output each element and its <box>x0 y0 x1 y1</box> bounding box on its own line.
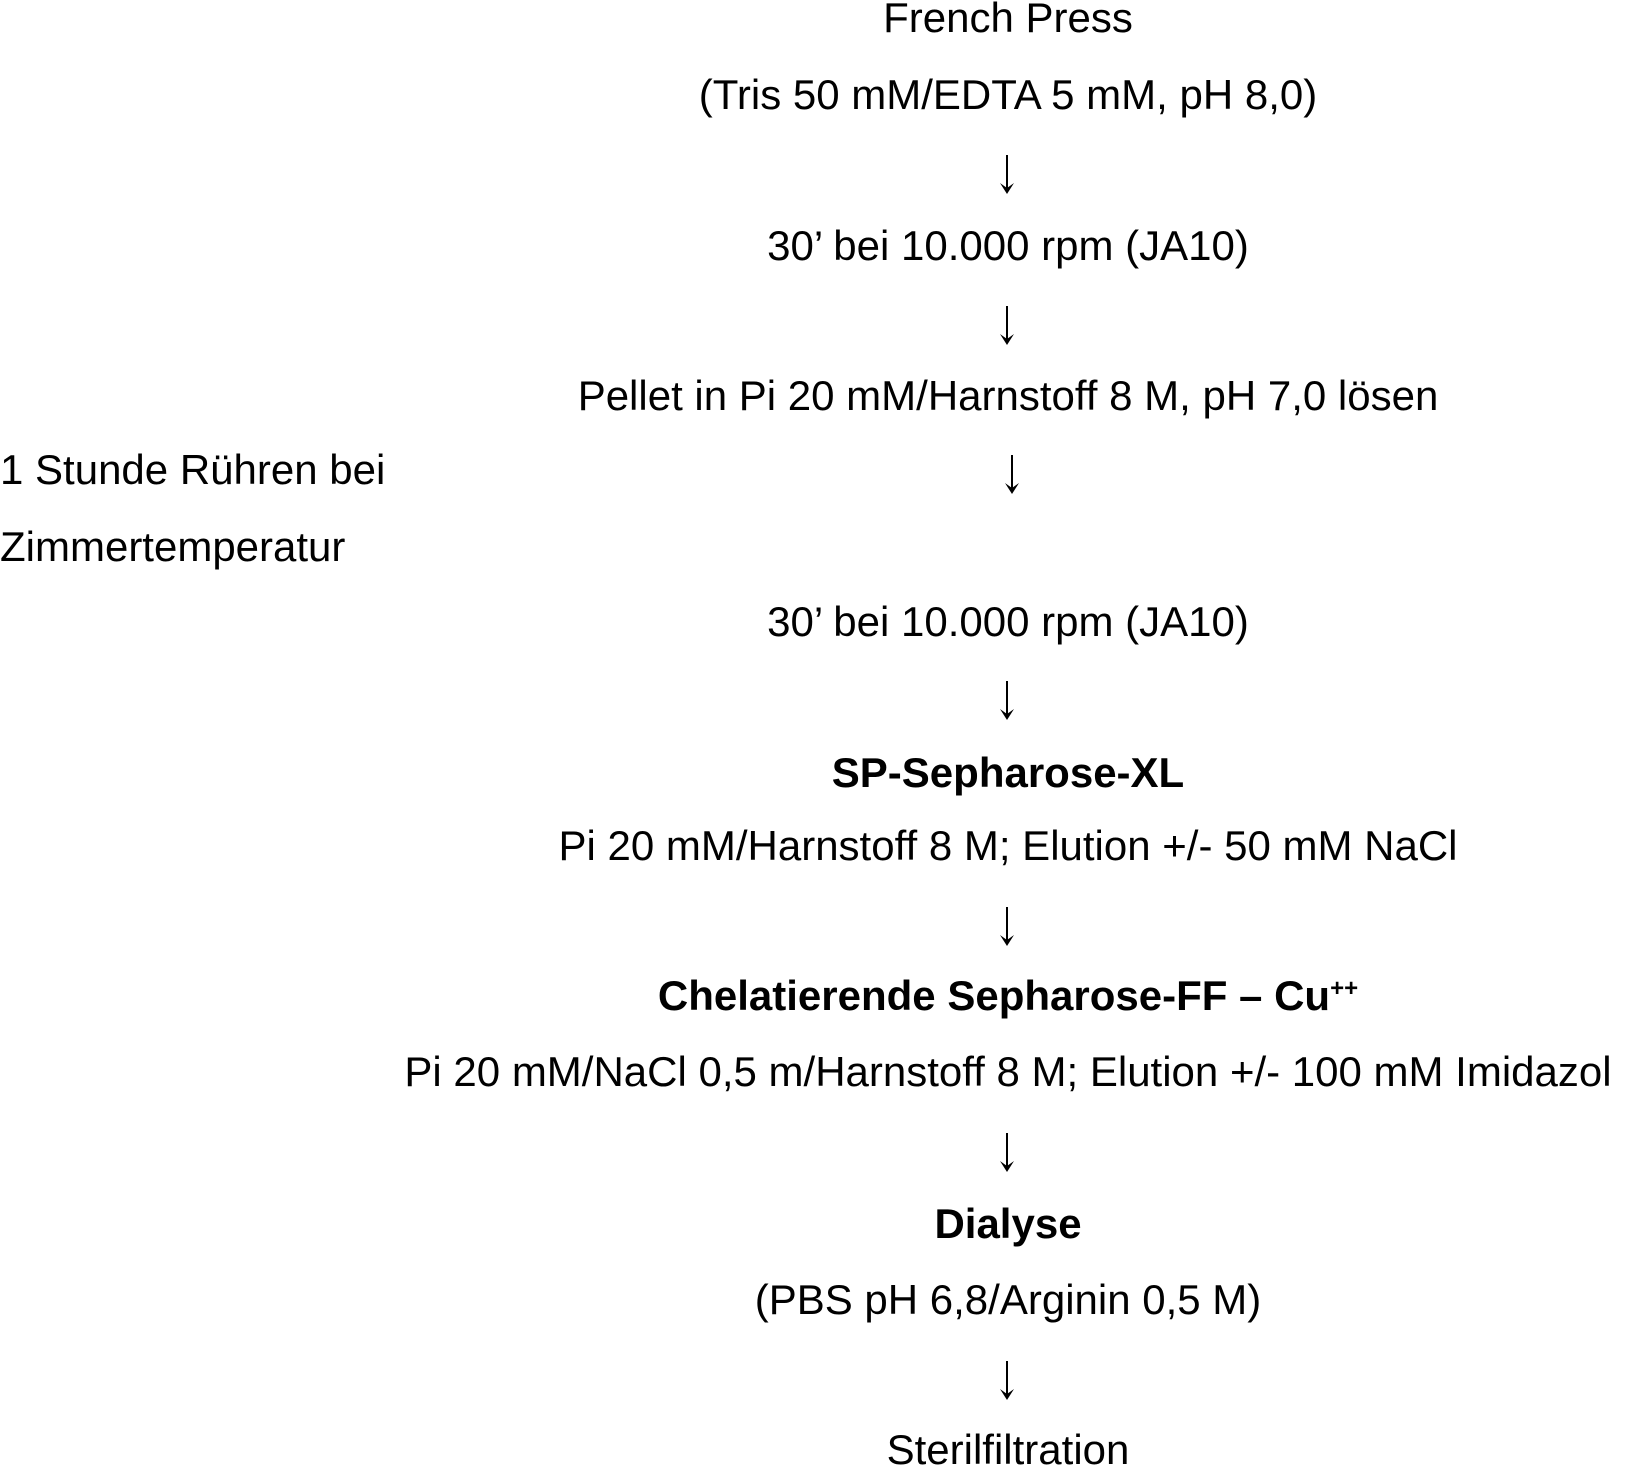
step-sp-sepharose: SP-Sepharose-XL <box>831 749 1185 796</box>
step-chelating-sepharose-label: Chelatierende Sepharose-FF – Cu <box>657 972 1331 1019</box>
step-chelating-sepharose <box>658 972 1358 1020</box>
down-arrow-icon <box>997 907 1017 947</box>
down-arrow-icon <box>997 1133 1017 1173</box>
down-arrow-icon <box>1002 455 1022 495</box>
step-centrifuge-2: 30’ bei 10.000 rpm (JA10) <box>767 598 1249 645</box>
down-arrow-icon <box>997 1361 1017 1401</box>
step-pellet-dissolve: Pellet in Pi 20 mM/Harnstoff 8 M, pH 7,0 lösen <box>577 372 1439 419</box>
side-note-line-2: Zimmertemperatur <box>0 523 346 570</box>
down-arrow-icon <box>997 681 1017 721</box>
superscript-charge: ++ <box>1330 975 1359 1002</box>
step-chelating-conditions: Pi 20 mM/NaCl 0,5 m/Harnstoff 8 M; Elution +/- 100 mM Imidazol <box>404 1048 1612 1095</box>
down-arrow-icon <box>997 306 1017 346</box>
step-french-press-buffer: (Tris 50 mM/EDTA 5 mM, pH 8,0) <box>698 71 1318 118</box>
step-centrifuge-1: 30’ bei 10.000 rpm (JA10) <box>767 222 1249 269</box>
step-dialysis-buffer: (PBS pH 6,8/Arginin 0,5 M) <box>754 1276 1262 1323</box>
down-arrow-icon <box>997 155 1017 195</box>
step-sp-sepharose-conditions: Pi 20 mM/Harnstoff 8 M; Elution +/- 50 mM NaCl <box>558 822 1458 869</box>
side-note-line-1: 1 Stunde Rühren bei <box>0 446 386 493</box>
step-sterile-filtration: Sterilfiltration <box>886 1426 1130 1473</box>
step-dialysis: Dialyse <box>934 1200 1082 1247</box>
step-french-press: French Press <box>883 0 1133 41</box>
